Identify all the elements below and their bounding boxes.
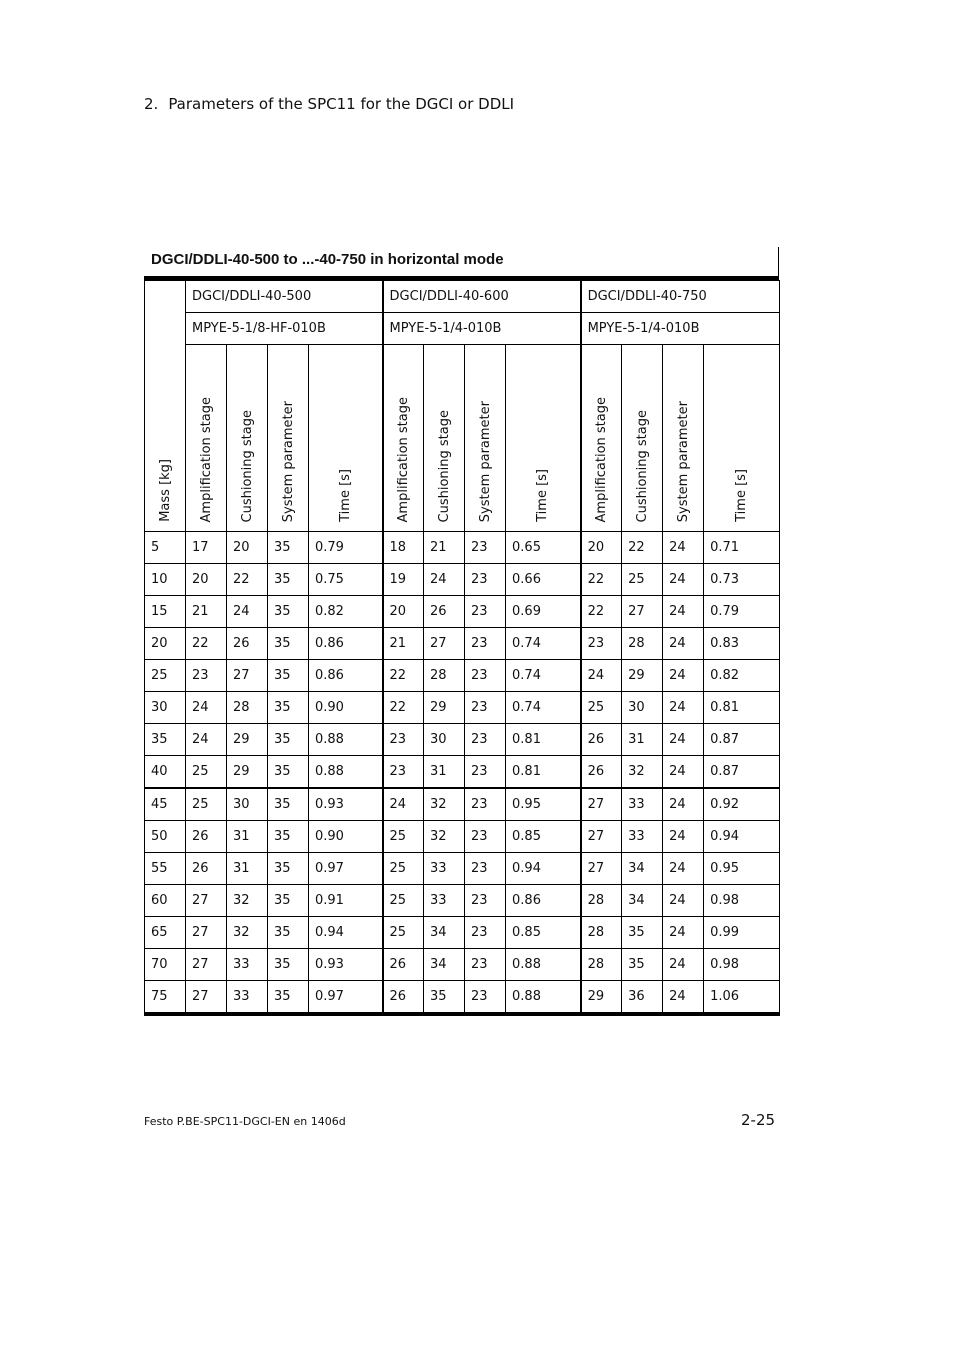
value-cell: 18 [383, 532, 424, 564]
value-cell: 23 [465, 788, 506, 821]
value-cell: 24 [663, 788, 704, 821]
mass-cell: 20 [145, 628, 186, 660]
value-cell: 35 [622, 917, 663, 949]
parameter-header: System parameter [675, 400, 691, 522]
value-cell: 0.79 [309, 532, 383, 564]
value-cell: 23 [465, 532, 506, 564]
parameter-header: Cushioning stage [634, 409, 650, 522]
value-cell: 0.74 [506, 660, 581, 692]
value-cell: 0.93 [309, 788, 383, 821]
value-cell: 27 [186, 885, 227, 917]
mass-cell: 50 [145, 821, 186, 853]
value-cell: 21 [424, 532, 465, 564]
parameter-header: Time [s] [535, 469, 551, 522]
value-cell: 35 [268, 724, 309, 756]
value-cell: 31 [227, 853, 268, 885]
value-cell: 0.98 [704, 949, 780, 981]
value-cell: 30 [622, 692, 663, 724]
value-cell: 27 [186, 917, 227, 949]
value-cell: 29 [581, 981, 622, 1015]
value-cell: 35 [268, 981, 309, 1015]
value-cell: 24 [663, 692, 704, 724]
value-cell: 23 [465, 564, 506, 596]
value-cell: 0.86 [309, 660, 383, 692]
value-cell: 0.85 [506, 917, 581, 949]
value-cell: 0.95 [704, 853, 780, 885]
value-cell: 21 [383, 628, 424, 660]
valve-header: MPYE-5-1/4-010B [383, 313, 581, 345]
parameter-header-cell [383, 345, 424, 532]
value-cell: 0.88 [506, 981, 581, 1015]
value-cell: 26 [383, 981, 424, 1015]
value-cell: 32 [424, 788, 465, 821]
mass-cell: 35 [145, 724, 186, 756]
value-cell: 36 [622, 981, 663, 1015]
value-cell: 22 [227, 564, 268, 596]
parameter-header-cell [506, 345, 581, 532]
value-cell: 1.06 [704, 981, 780, 1015]
value-cell: 28 [581, 949, 622, 981]
value-cell: 35 [424, 981, 465, 1015]
value-cell: 0.87 [704, 724, 780, 756]
value-cell: 35 [268, 885, 309, 917]
table-row [145, 596, 780, 628]
value-cell: 35 [268, 660, 309, 692]
value-cell: 25 [622, 564, 663, 596]
value-cell: 24 [663, 981, 704, 1015]
value-cell: 20 [186, 564, 227, 596]
value-cell: 0.88 [506, 949, 581, 981]
mass-header: Mass [kg] [157, 459, 173, 522]
value-cell: 0.98 [704, 885, 780, 917]
table-row [145, 628, 780, 660]
value-cell: 24 [663, 724, 704, 756]
value-cell: 0.74 [506, 692, 581, 724]
value-cell: 26 [424, 596, 465, 628]
value-cell: 23 [581, 628, 622, 660]
table-row [145, 917, 780, 949]
parameter-header: Amplification stage [593, 396, 609, 522]
value-cell: 24 [663, 853, 704, 885]
value-cell: 0.87 [704, 756, 780, 789]
device-header: DGCI/DDLI-40-600 [383, 281, 581, 313]
value-cell: 33 [424, 853, 465, 885]
value-cell: 27 [186, 981, 227, 1015]
value-cell: 34 [424, 949, 465, 981]
section-number: 2. [144, 95, 159, 113]
parameter-header-cell [704, 345, 780, 532]
value-cell: 0.73 [704, 564, 780, 596]
value-cell: 20 [227, 532, 268, 564]
parameter-header-cell [581, 345, 622, 532]
table-row [145, 853, 780, 885]
value-cell: 0.92 [704, 788, 780, 821]
value-cell: 28 [424, 660, 465, 692]
value-cell: 24 [581, 660, 622, 692]
section-title: Parameters of the SPC11 for the DGCI or DDLI [168, 95, 515, 113]
value-cell: 27 [227, 660, 268, 692]
value-cell: 24 [663, 628, 704, 660]
mass-cell: 5 [145, 532, 186, 564]
value-cell: 30 [227, 788, 268, 821]
value-cell: 0.71 [704, 532, 780, 564]
value-cell: 34 [622, 853, 663, 885]
parameter-header-cell [663, 345, 704, 532]
mass-cell: 55 [145, 853, 186, 885]
value-cell: 0.65 [506, 532, 581, 564]
table-row [145, 532, 780, 564]
value-cell: 24 [663, 660, 704, 692]
value-cell: 0.85 [506, 821, 581, 853]
value-cell: 35 [268, 628, 309, 660]
table-row [145, 949, 780, 981]
value-cell: 0.79 [704, 596, 780, 628]
value-cell: 23 [465, 596, 506, 628]
value-cell: 23 [465, 692, 506, 724]
value-cell: 35 [268, 532, 309, 564]
value-cell: 23 [465, 821, 506, 853]
valve-header: MPYE-5-1/4-010B [581, 313, 780, 345]
value-cell: 0.81 [506, 724, 581, 756]
table-row [145, 692, 780, 724]
value-cell: 0.97 [309, 853, 383, 885]
page-number: 2-25 [741, 1111, 776, 1129]
value-cell: 24 [663, 917, 704, 949]
value-cell: 23 [465, 917, 506, 949]
table-row [145, 885, 780, 917]
value-cell: 0.99 [704, 917, 780, 949]
value-cell: 27 [622, 596, 663, 628]
parameter-header-cell [465, 345, 506, 532]
value-cell: 23 [465, 660, 506, 692]
value-cell: 27 [581, 788, 622, 821]
value-cell: 24 [663, 532, 704, 564]
value-cell: 24 [186, 724, 227, 756]
parameter-header: System parameter [280, 400, 296, 522]
document-id: Festo P.BE-SPC11-DGCI-EN en 1406d [144, 1115, 346, 1128]
value-cell: 0.90 [309, 821, 383, 853]
table-row [145, 821, 780, 853]
value-cell: 22 [581, 596, 622, 628]
value-cell: 29 [227, 756, 268, 789]
value-cell: 0.88 [309, 724, 383, 756]
value-cell: 17 [186, 532, 227, 564]
parameter-header: Cushioning stage [239, 409, 255, 522]
value-cell: 25 [383, 821, 424, 853]
value-cell: 26 [186, 821, 227, 853]
value-cell: 27 [581, 821, 622, 853]
mass-cell: 60 [145, 885, 186, 917]
mass-cell: 45 [145, 788, 186, 821]
value-cell: 22 [383, 692, 424, 724]
section-heading [144, 94, 514, 114]
header-row-valve [145, 313, 780, 345]
value-cell: 32 [622, 756, 663, 789]
value-cell: 28 [227, 692, 268, 724]
value-cell: 31 [424, 756, 465, 789]
device-header: DGCI/DDLI-40-750 [581, 281, 780, 313]
parameter-header: Time [s] [734, 469, 750, 522]
value-cell: 0.81 [704, 692, 780, 724]
value-cell: 0.94 [704, 821, 780, 853]
value-cell: 23 [186, 660, 227, 692]
parameter-header: System parameter [477, 400, 493, 522]
mass-cell: 40 [145, 756, 186, 789]
value-cell: 25 [383, 853, 424, 885]
value-cell: 26 [227, 628, 268, 660]
value-cell: 0.86 [309, 628, 383, 660]
parameter-table-block [144, 247, 779, 1016]
value-cell: 22 [622, 532, 663, 564]
table-row [145, 981, 780, 1015]
value-cell: 23 [383, 724, 424, 756]
value-cell: 25 [383, 917, 424, 949]
value-cell: 0.88 [309, 756, 383, 789]
value-cell: 31 [227, 821, 268, 853]
value-cell: 25 [186, 756, 227, 789]
value-cell: 28 [581, 885, 622, 917]
value-cell: 29 [424, 692, 465, 724]
value-cell: 35 [268, 853, 309, 885]
value-cell: 25 [581, 692, 622, 724]
value-cell: 24 [663, 885, 704, 917]
parameter-header-cell [309, 345, 383, 532]
value-cell: 0.81 [506, 756, 581, 789]
parameter-header: Amplification stage [395, 396, 411, 522]
value-cell: 35 [268, 692, 309, 724]
value-cell: 0.82 [309, 596, 383, 628]
value-cell: 35 [268, 564, 309, 596]
value-cell: 26 [581, 724, 622, 756]
value-cell: 33 [227, 981, 268, 1015]
value-cell: 21 [186, 596, 227, 628]
value-cell: 27 [186, 949, 227, 981]
mass-cell: 10 [145, 564, 186, 596]
parameter-header-cell [186, 345, 227, 532]
mass-cell: 15 [145, 596, 186, 628]
value-cell: 23 [465, 628, 506, 660]
value-cell: 26 [383, 949, 424, 981]
value-cell: 19 [383, 564, 424, 596]
value-cell: 27 [581, 853, 622, 885]
value-cell: 0.94 [309, 917, 383, 949]
value-cell: 24 [383, 788, 424, 821]
parameter-header: Time [s] [337, 469, 353, 522]
value-cell: 29 [227, 724, 268, 756]
value-cell: 35 [268, 756, 309, 789]
table-row [145, 756, 780, 789]
value-cell: 23 [465, 853, 506, 885]
value-cell: 34 [424, 917, 465, 949]
parameter-header: Amplification stage [198, 396, 214, 522]
parameter-table [144, 280, 780, 1016]
mass-cell: 70 [145, 949, 186, 981]
value-cell: 28 [581, 917, 622, 949]
value-cell: 22 [383, 660, 424, 692]
value-cell: 32 [424, 821, 465, 853]
table-row [145, 724, 780, 756]
value-cell: 24 [663, 949, 704, 981]
parameter-header-cell [622, 345, 663, 532]
value-cell: 33 [622, 821, 663, 853]
device-header: DGCI/DDLI-40-500 [186, 281, 383, 313]
value-cell: 32 [227, 917, 268, 949]
table-row [145, 788, 780, 821]
value-cell: 33 [622, 788, 663, 821]
parameter-header-cell [424, 345, 465, 532]
parameter-header-cell [227, 345, 268, 532]
value-cell: 23 [383, 756, 424, 789]
value-cell: 35 [268, 917, 309, 949]
value-cell: 24 [424, 564, 465, 596]
value-cell: 35 [268, 949, 309, 981]
value-cell: 33 [424, 885, 465, 917]
value-cell: 0.94 [506, 853, 581, 885]
value-cell: 31 [622, 724, 663, 756]
value-cell: 23 [465, 981, 506, 1015]
value-cell: 27 [424, 628, 465, 660]
value-cell: 24 [663, 756, 704, 789]
value-cell: 32 [227, 885, 268, 917]
value-cell: 24 [663, 596, 704, 628]
value-cell: 35 [268, 821, 309, 853]
table-title: DGCI/DDLI-40-500 to ...-40-750 in horizontal mode [144, 247, 779, 280]
value-cell: 20 [383, 596, 424, 628]
value-cell: 35 [268, 788, 309, 821]
mass-cell: 65 [145, 917, 186, 949]
value-cell: 35 [622, 949, 663, 981]
value-cell: 0.86 [506, 885, 581, 917]
value-cell: 0.95 [506, 788, 581, 821]
value-cell: 24 [663, 821, 704, 853]
value-cell: 24 [186, 692, 227, 724]
value-cell: 0.75 [309, 564, 383, 596]
value-cell: 22 [186, 628, 227, 660]
value-cell: 25 [383, 885, 424, 917]
value-cell: 26 [581, 756, 622, 789]
value-cell: 34 [622, 885, 663, 917]
mass-cell: 30 [145, 692, 186, 724]
value-cell: 0.82 [704, 660, 780, 692]
value-cell: 0.83 [704, 628, 780, 660]
value-cell: 24 [663, 564, 704, 596]
table-row [145, 660, 780, 692]
value-cell: 26 [186, 853, 227, 885]
value-cell: 0.90 [309, 692, 383, 724]
value-cell: 24 [227, 596, 268, 628]
value-cell: 23 [465, 949, 506, 981]
value-cell: 0.74 [506, 628, 581, 660]
value-cell: 22 [581, 564, 622, 596]
value-cell: 29 [622, 660, 663, 692]
mass-cell: 25 [145, 660, 186, 692]
mass-header-cell [145, 281, 186, 532]
value-cell: 0.69 [506, 596, 581, 628]
table-row [145, 564, 780, 596]
value-cell: 23 [465, 756, 506, 789]
value-cell: 0.91 [309, 885, 383, 917]
header-row-device [145, 281, 780, 313]
value-cell: 28 [622, 628, 663, 660]
value-cell: 0.66 [506, 564, 581, 596]
value-cell: 0.97 [309, 981, 383, 1015]
parameter-header-cell [268, 345, 309, 532]
value-cell: 23 [465, 724, 506, 756]
parameter-header: Cushioning stage [436, 409, 452, 522]
valve-header: MPYE-5-1/8-HF-010B [186, 313, 383, 345]
value-cell: 23 [465, 885, 506, 917]
value-cell: 20 [581, 532, 622, 564]
value-cell: 25 [186, 788, 227, 821]
value-cell: 30 [424, 724, 465, 756]
value-cell: 0.93 [309, 949, 383, 981]
mass-cell: 75 [145, 981, 186, 1015]
value-cell: 33 [227, 949, 268, 981]
header-row-parameters [145, 345, 780, 532]
value-cell: 35 [268, 596, 309, 628]
